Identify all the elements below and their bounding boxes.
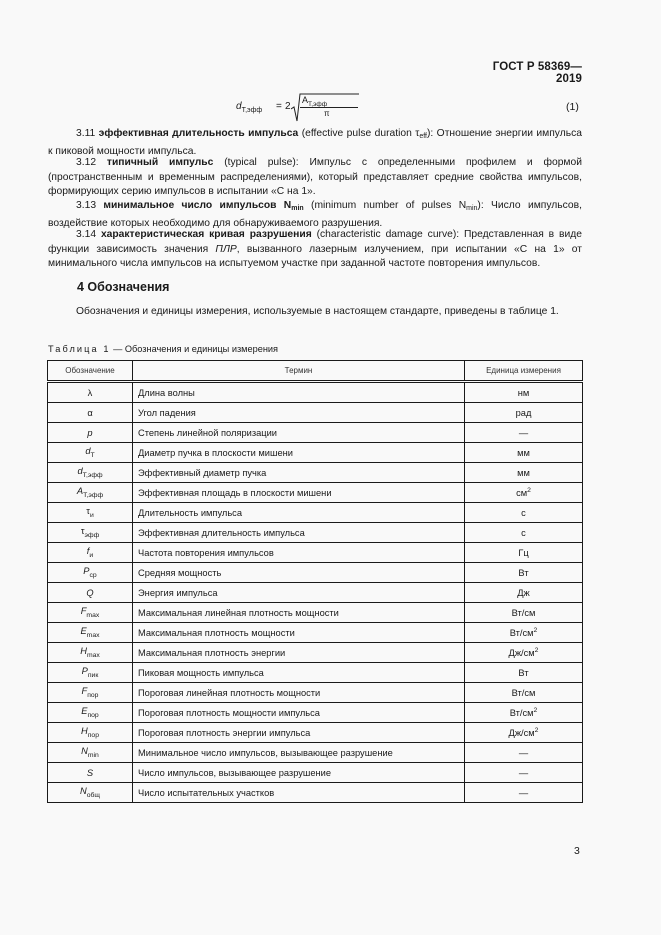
column-header-term: Термин xyxy=(133,361,465,382)
term-cell: Минимальное число импульсов, вызывающее разрушение xyxy=(133,743,465,763)
standard-code-header: ГОСТ Р 58369—2019 xyxy=(492,61,582,85)
unit-cell: мм xyxy=(465,443,583,463)
term-cell: Энергия импульса xyxy=(133,583,465,603)
unit-cell: Вт xyxy=(465,663,583,683)
table-row xyxy=(48,543,583,563)
symbol-cell: p xyxy=(48,423,133,443)
unit-cell: — xyxy=(465,763,583,783)
table-row xyxy=(48,483,583,503)
term-cell: Длина волны xyxy=(133,382,465,403)
symbol-cell: $H_{max}$ xyxy=(48,643,133,663)
term-cell: Эффективная длительность импульса xyxy=(133,523,465,543)
symbol-cell: $d_T$ xyxy=(48,443,133,463)
term-cell: Средняя мощность xyxy=(133,563,465,583)
symbol-cell: $A_{T,эфф}$ xyxy=(48,483,133,503)
section-title: 4 Обозначения xyxy=(77,280,170,294)
table-caption: Таблица 1 — Обозначения и единицы измерения xyxy=(48,344,279,354)
table-row xyxy=(48,403,583,423)
symbol-cell: $f_и$ xyxy=(48,543,133,563)
term-cell: Эффективная площадь в плоскости мишени xyxy=(133,483,465,503)
term-cell: Пороговая линейная плотность мощности xyxy=(133,683,465,703)
column-header-symbol: Обозначение xyxy=(48,361,133,382)
term-cell: Число испытательных участков xyxy=(133,783,465,803)
definition-3-12: 3.12 типичный импульс (typical pulse): Импульс с определенными профилем и формой (пространственным и временным распределениями), который представляет средние свойства импульсов, формирующих серию импульсов в испытании «С на 1». xyxy=(48,157,582,198)
unit-cell: — xyxy=(465,783,583,803)
term-cell: Эффективный диаметр пучка xyxy=(133,463,465,483)
table-row xyxy=(48,603,583,623)
table-row xyxy=(48,743,583,763)
symbol-cell: $F_{пор}$ xyxy=(48,683,133,703)
term-cell: Длительность импульса xyxy=(133,503,465,523)
formula-numerator: $A_{T,эфф}$ xyxy=(302,95,328,108)
symbol-cell: $\tau_и$ xyxy=(48,503,133,523)
term-cell: Частота повторения импульсов xyxy=(133,543,465,563)
table-header-row xyxy=(48,361,583,382)
page-number: 3 xyxy=(574,845,580,857)
term-cell: Максимальная плотность энергии xyxy=(133,643,465,663)
symbols-table xyxy=(47,360,583,803)
symbol-cell: $\tau_{эфф}$ xyxy=(48,523,133,543)
section-intro: Обозначения и единицы измерения, используемые в настоящем стандарте, приведены в таблице 1. xyxy=(76,306,559,317)
term-cell: Пороговая плотность мощности импульса xyxy=(133,703,465,723)
term-cell: Максимальная линейная плотность мощности xyxy=(133,603,465,623)
formula-equals: = xyxy=(276,101,282,112)
table-row xyxy=(48,783,583,803)
unit-cell: с xyxy=(465,523,583,543)
fraction-line xyxy=(300,107,358,108)
table-row xyxy=(48,382,583,403)
table-row xyxy=(48,663,583,683)
unit-cell: Дж xyxy=(465,583,583,603)
equation-number: (1) xyxy=(566,101,579,113)
table-row xyxy=(48,463,583,483)
symbol-cell: S xyxy=(48,763,133,783)
table-row xyxy=(48,623,583,643)
definition-3-14: 3.14 характеристическая кривая разрушения (characteristic damage curve): Представленная в виде функции зависимость значения ПЛР, вызванного лазерным излучением, при испытании «С на 1» от минимального числа импульсов на испытуемом участке при заданной частоте повторения импульсов. xyxy=(48,229,582,270)
term-cell: Пиковая мощность импульса xyxy=(133,663,465,683)
unit-cell: $Вт/см^2$ xyxy=(465,623,583,643)
symbol-cell: λ xyxy=(48,382,133,403)
table-row xyxy=(48,523,583,543)
unit-cell: — xyxy=(465,423,583,443)
unit-cell: мм xyxy=(465,463,583,483)
unit-cell: $Дж/см^2$ xyxy=(465,723,583,743)
term-cell: Число импульсов, вызывающее разрушение xyxy=(133,763,465,783)
unit-cell: $Вт/см^2$ xyxy=(465,703,583,723)
unit-cell: $Дж/см^2$ xyxy=(465,643,583,663)
term-cell: Степень линейной поляризации xyxy=(133,423,465,443)
unit-cell: Вт/см xyxy=(465,603,583,623)
symbol-cell: $H_{пор}$ xyxy=(48,723,133,743)
table-row xyxy=(48,643,583,663)
table-row xyxy=(48,563,583,583)
term-cell: Максимальная плотность мощности xyxy=(133,623,465,643)
table-row xyxy=(48,443,583,463)
symbol-cell: $d_{T,эфф}$ xyxy=(48,463,133,483)
term-cell: Угол падения xyxy=(133,403,465,423)
symbol-cell: $E_{max}$ xyxy=(48,623,133,643)
formula-denominator: π xyxy=(324,109,330,118)
formula-lhs: $d_{T,эфф}$ xyxy=(236,101,263,114)
symbol-cell: $F_{max}$ xyxy=(48,603,133,623)
symbol-cell: α xyxy=(48,403,133,423)
symbol-cell: $P_{ср}$ xyxy=(48,563,133,583)
table-row xyxy=(48,683,583,703)
table-row xyxy=(48,503,583,523)
unit-cell: с xyxy=(465,503,583,523)
definition-3-11: 3.11 эффективная длительность импульса (effective pulse duration $\tau_{eff}$): Отношение энергии импульса к пиковой мощности импульса. xyxy=(48,128,582,157)
definition-3-13: 3.13 минимальное число импульсов $N_{min}$ (minimum number of pulses $N_{min}$): Число импульсов, воздействие которых необходимо для обнаруживаемого разрушения. xyxy=(48,200,582,229)
symbol-cell: $N_{общ}$ xyxy=(48,783,133,803)
term-cell: Диаметр пучка в плоскости мишени xyxy=(133,443,465,463)
table-row xyxy=(48,423,583,443)
table-row xyxy=(48,763,583,783)
table-row xyxy=(48,703,583,723)
formula-coefficient: 2 xyxy=(285,101,291,112)
unit-cell: — xyxy=(465,743,583,763)
term-cell: Пороговая плотность энергии импульса xyxy=(133,723,465,743)
symbol-cell: Q xyxy=(48,583,133,603)
unit-cell: рад xyxy=(465,403,583,423)
unit-cell: Вт/см xyxy=(465,683,583,703)
symbol-cell: $P_{пик}$ xyxy=(48,663,133,683)
unit-cell: нм xyxy=(465,382,583,403)
table-row xyxy=(48,583,583,603)
unit-cell: $см^2$ xyxy=(465,483,583,503)
symbol-cell: $N_{min}$ xyxy=(48,743,133,763)
table-row xyxy=(48,723,583,743)
unit-cell: Вт xyxy=(465,563,583,583)
symbol-cell: $E_{пор}$ xyxy=(48,703,133,723)
column-header-unit: Единица измерения xyxy=(465,361,583,382)
unit-cell: Гц xyxy=(465,543,583,563)
